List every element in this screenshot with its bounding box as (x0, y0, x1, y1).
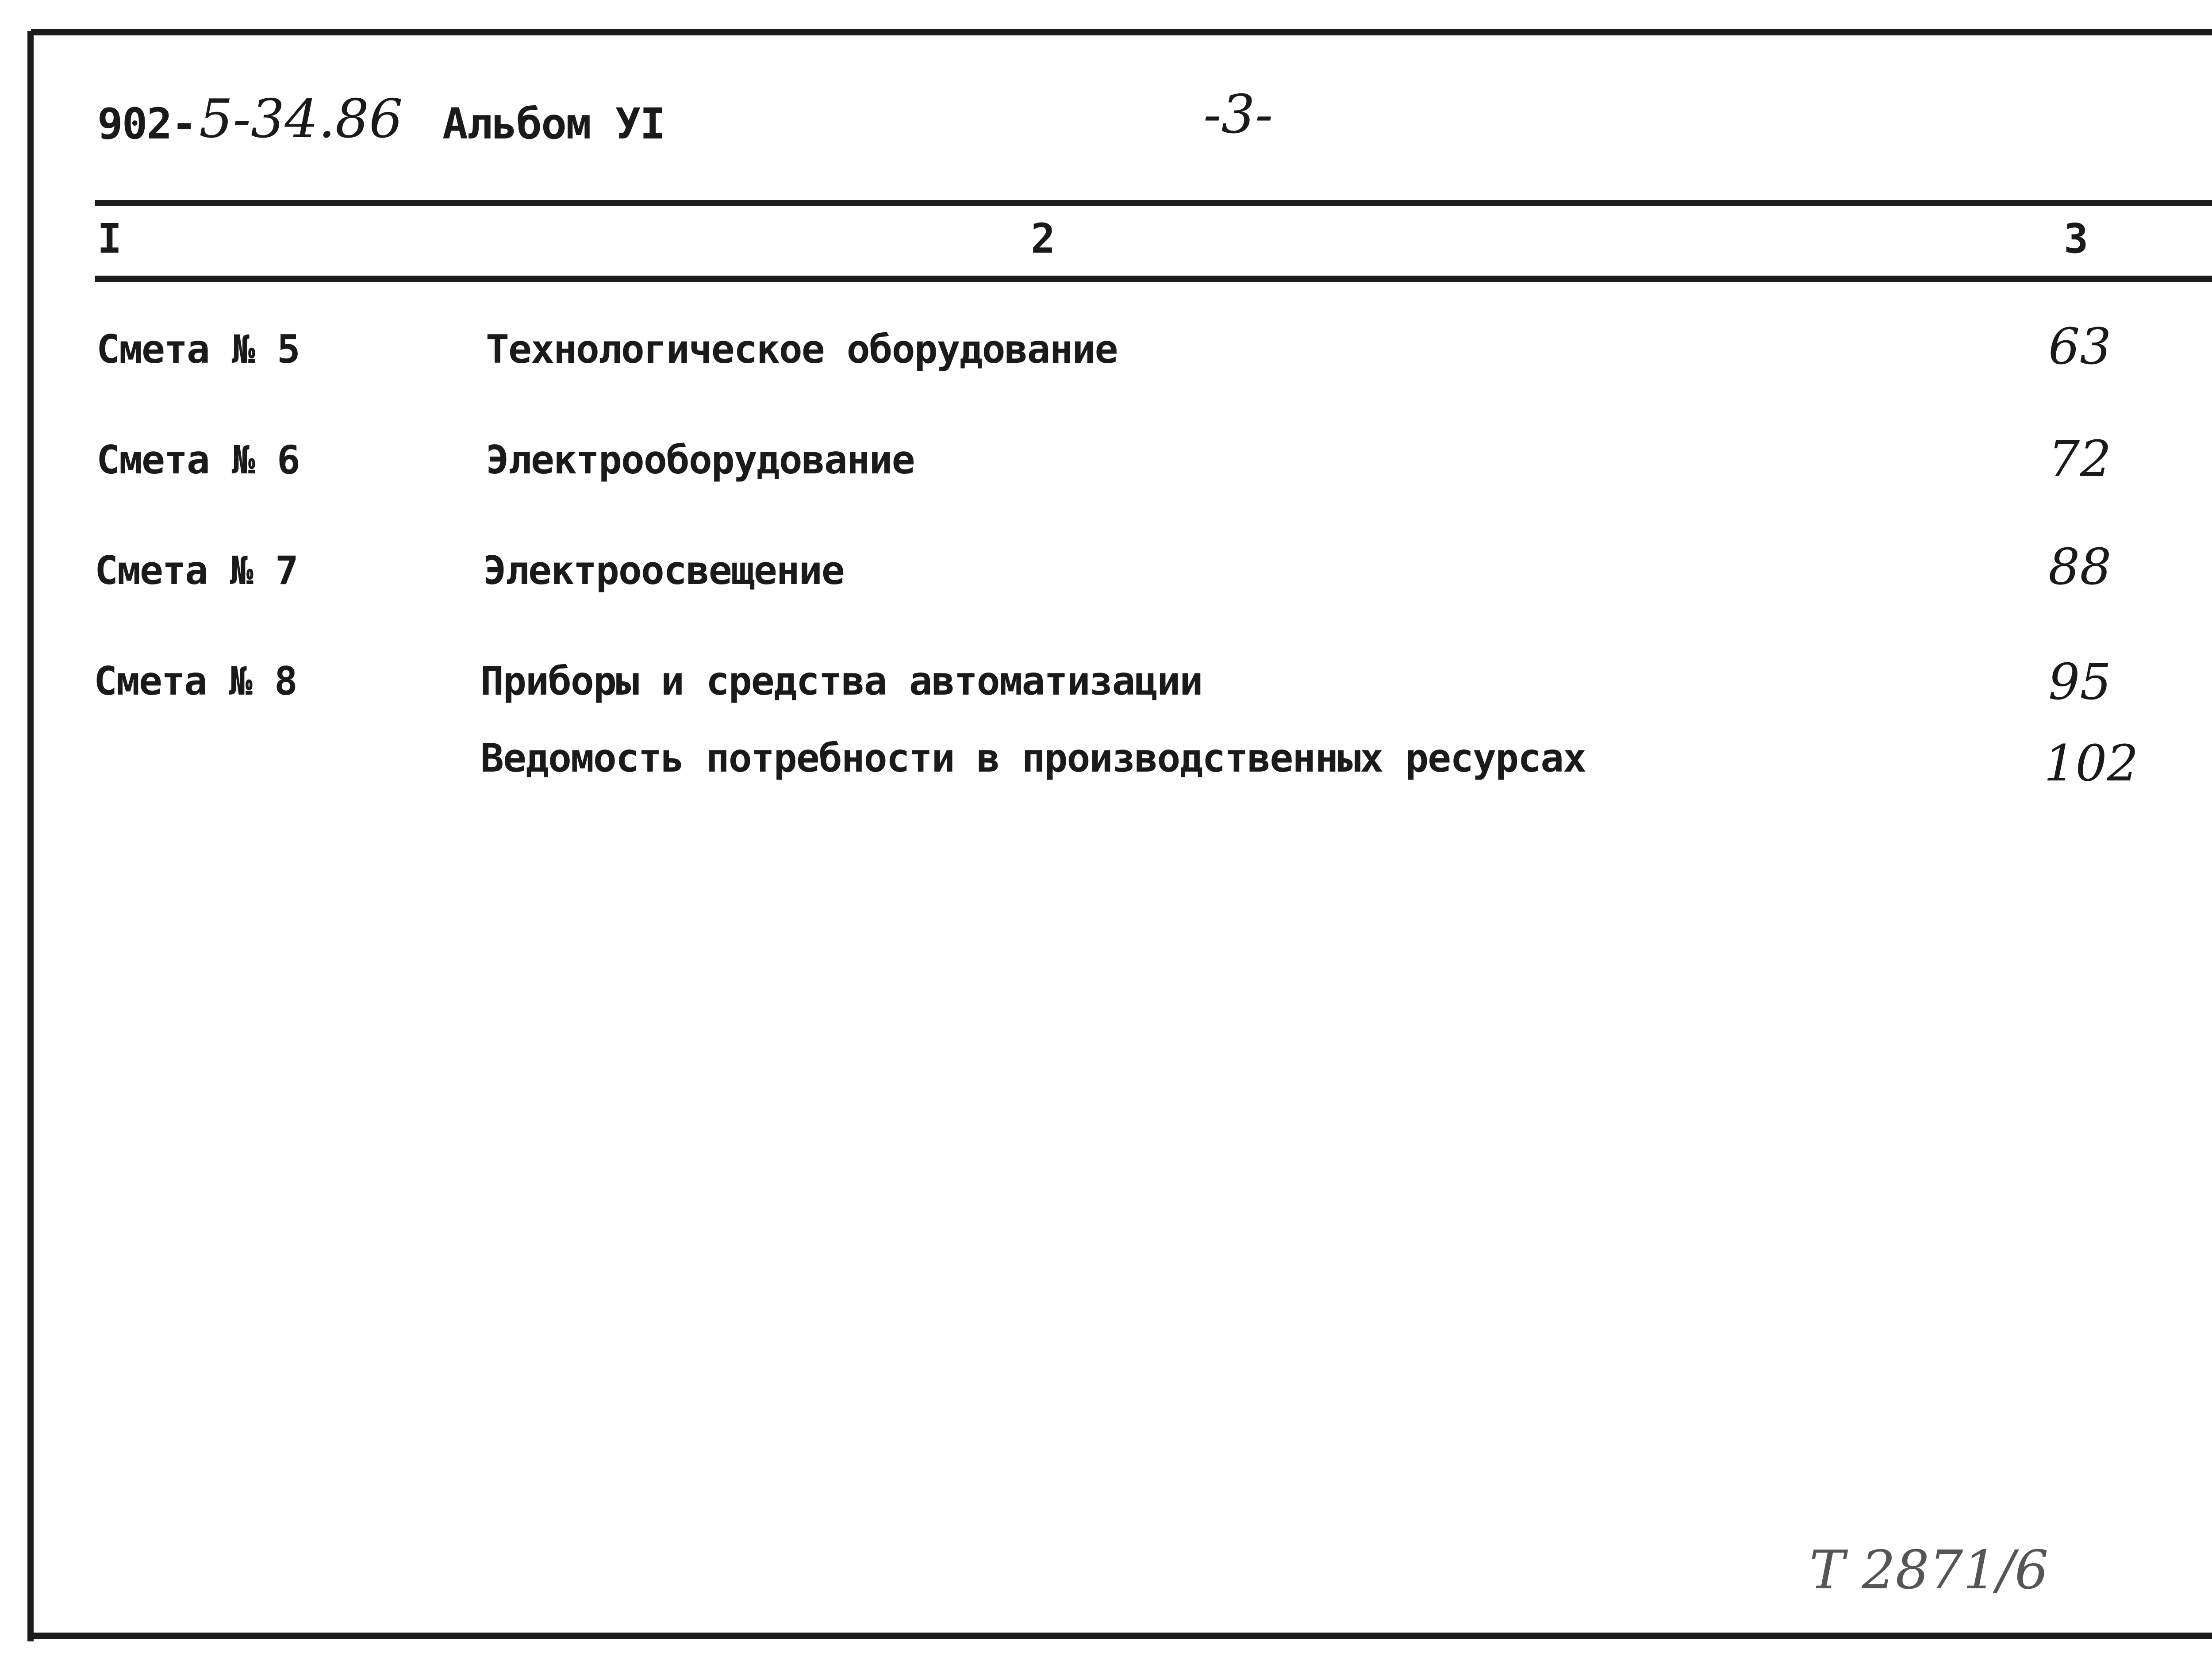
estimate-label: Смета № 8 (94, 658, 297, 704)
estimate-label: Смета № 6 (96, 437, 300, 483)
column-header-3: 3 (2064, 215, 2088, 262)
estimate-page: 95 (2048, 653, 2112, 711)
doc-number-handwritten: 5-34.86 (199, 88, 403, 150)
estimate-page: 63 (2048, 318, 2112, 376)
estimate-title: Электрооборудование (486, 437, 914, 483)
page-number: -3- (1203, 84, 1273, 146)
frame-border-bottom (27, 1633, 2212, 1639)
archive-code: Т 2871/6 (1809, 1540, 2049, 1601)
album-label: Альбом УI (442, 99, 665, 149)
estimate-title: Электроосвещение (483, 548, 844, 593)
estimate-title: Приборы и средства автоматизации (480, 658, 1202, 704)
column-header-1: I (97, 215, 121, 262)
estimate-title: Ведомость потребности в производственных ресурсах (480, 735, 1586, 781)
estimate-label: Смета № 5 (96, 327, 300, 372)
table-header-top-rule (95, 200, 2212, 206)
frame-border-left (27, 31, 34, 1641)
column-header-2: 2 (1031, 215, 1055, 262)
frame-border-top (31, 29, 2212, 35)
estimate-page: 102 (2044, 735, 2139, 792)
estimate-title: Технологическое оборудование (486, 327, 1118, 372)
estimate-page: 72 (2048, 430, 2112, 488)
estimate-label: Смета № 7 (95, 548, 298, 593)
estimate-page: 88 (2048, 538, 2112, 596)
table-header-bottom-rule (95, 276, 2212, 282)
doc-number-printed: 902- (97, 99, 196, 149)
